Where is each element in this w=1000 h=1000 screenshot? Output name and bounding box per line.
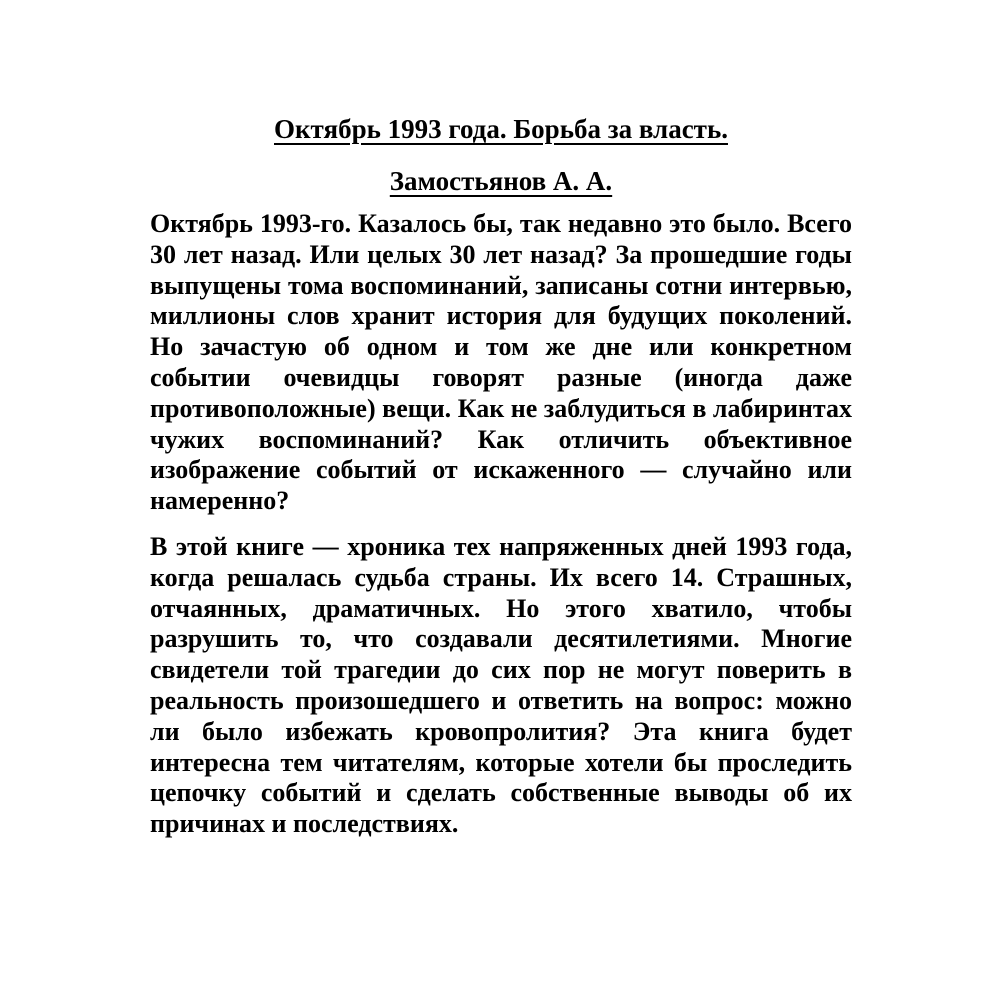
book-title: Октябрь 1993 года. Борьба за власть. bbox=[274, 114, 728, 144]
book-author: Замостьянов А. А. bbox=[389, 166, 613, 196]
annotation-paragraph-2: В этой книге — хроника тех напряженных дней 1993 года, когда решалась судьба страны. Их всего 14. Страшных, отчаянных, драматичных. Но этого хватило, чтобы разрушить то, что создавали десятилетиями. Многие свидетели той трагедии до сих пор не могут поверить в реальность произошедшего и ответить на вопрос: можно ли было избежать кровопролития? Эта книга будет интересна тем читателям, которые хотели бы проследить цепочку событий и сделать собственные выводы об их причинах и последствиях. bbox=[150, 531, 852, 839]
annotation-paragraph-1: Октябрь 1993-го. Казалось бы, так недавно это было. Всего 30 лет назад. Или целых 30 лет назад? За прошедшие годы выпущены тома воспоминаний, записаны сотни интервью, миллионы слов хранит история для будущих поколений. Но зачастую об одном и том же дне или конкретном событии очевидцы говорят разные (иногда даже противоположные) вещи. Как не заблудиться в лабиринтах чужих воспоминаний? Как отличить объективное изображение событий от искаженного — случайно или намеренно? bbox=[150, 209, 852, 516]
annotation-text-block bbox=[150, 108, 852, 840]
